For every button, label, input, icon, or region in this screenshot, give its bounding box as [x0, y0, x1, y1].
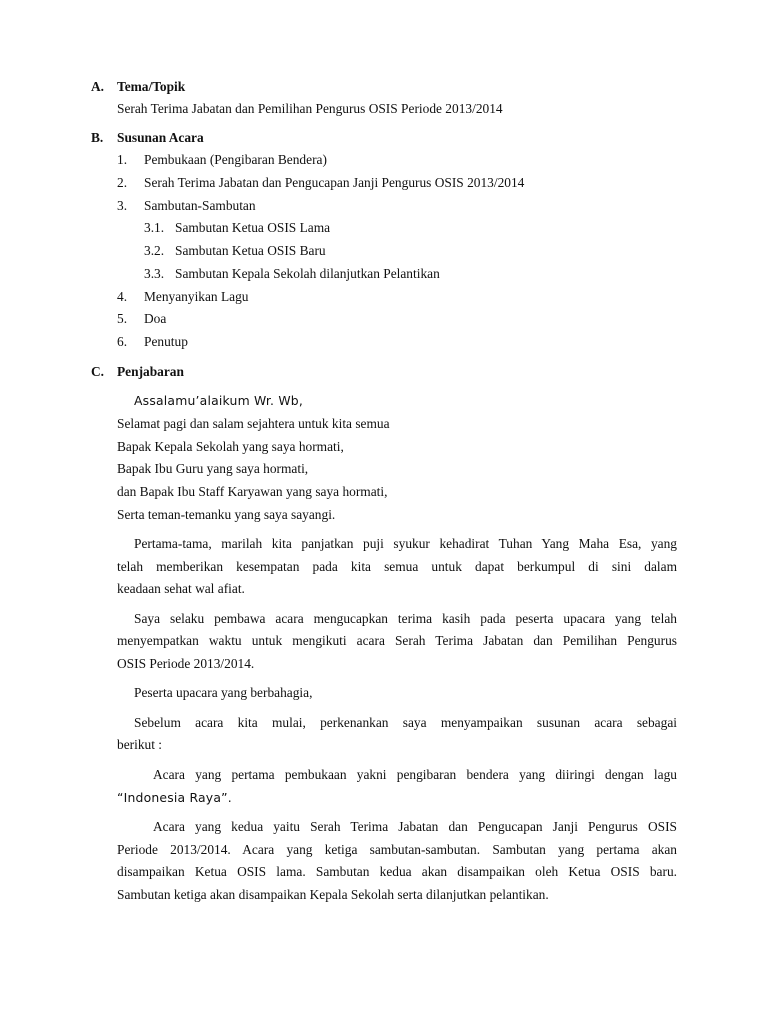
- section-c-letter: C.: [91, 364, 105, 379]
- paragraph-line: berikut :: [117, 737, 162, 752]
- agenda-item-num: 1.: [117, 152, 128, 167]
- agenda-item-num: 6.: [117, 334, 128, 349]
- agenda-subitem-num: 3.3.: [144, 266, 165, 281]
- paragraph-line: OSIS Periode 2013/2014.: [117, 656, 255, 671]
- paragraph-line: Periode 2013/2014. Acara yang ketiga sambutan-sambutan. Sambutan yang pertama akan: [117, 842, 677, 857]
- agenda-subitem-text: Sambutan Ketua OSIS Baru: [175, 243, 326, 258]
- agenda-item-text: Penutup: [144, 334, 188, 349]
- agenda-item-text: Doa: [144, 311, 167, 326]
- agenda-item-text: Serah Terima Jabatan dan Pengucapan Janji Pengurus OSIS 2013/2014: [144, 175, 525, 190]
- section-b-letter: B.: [91, 130, 104, 145]
- section-b-title: Susunan Acara: [117, 130, 204, 145]
- paragraph-line: Peserta upacara yang berbahagia,: [134, 685, 313, 700]
- agenda-item-text: Pembukaan (Pengibaran Bendera): [144, 152, 327, 167]
- section-a-title: Tema/Topik: [117, 79, 186, 94]
- salutation-line: Bapak Kepala Sekolah yang saya hormati,: [117, 439, 344, 454]
- agenda-item-text: Menyanyikan Lagu: [144, 289, 249, 304]
- section-a-letter: A.: [91, 79, 105, 94]
- paragraph-line: keadaan sehat wal afiat.: [117, 581, 245, 596]
- agenda-subitem-num: 3.1.: [144, 220, 165, 235]
- agenda-subitem-num: 3.2.: [144, 243, 165, 258]
- greeting: Assalamu’alaikum Wr. Wb,: [134, 393, 303, 408]
- agenda-item-num: 2.: [117, 175, 128, 190]
- paragraph-line: Saya selaku pembawa acara mengucapkan terima kasih pada peserta upacara yang telah: [134, 611, 677, 626]
- section-a-text: Serah Terima Jabatan dan Pemilihan Pengurus OSIS Periode 2013/2014: [117, 101, 503, 116]
- paragraph-line: telah memberikan kesempatan pada kita semua untuk dapat berkumpul di sini dalam: [117, 559, 677, 574]
- paragraph-line: Acara yang pertama pembukaan yakni pengibaran bendera yang diiringi dengan lagu: [153, 767, 677, 782]
- paragraph-line: Pertama-tama, marilah kita panjatkan puji syukur kehadirat Tuhan Yang Maha Esa, yang: [134, 536, 677, 551]
- salutation-line: Selamat pagi dan salam sejahtera untuk kita semua: [117, 416, 390, 431]
- agenda-item-num: 5.: [117, 311, 128, 326]
- agenda-item-num: 4.: [117, 289, 128, 304]
- agenda-item-num: 3.: [117, 198, 128, 213]
- paragraph-line: “Indonesia Raya”.: [117, 790, 232, 805]
- salutation-line: Serta teman-temanku yang saya sayangi.: [117, 507, 336, 522]
- paragraph-line: Acara yang kedua yaitu Serah Terima Jabatan dan Pengucapan Janji Pengurus OSIS: [153, 819, 677, 834]
- paragraph-line: Sambutan ketiga akan disampaikan Kepala Sekolah serta dilanjutkan pelantikan.: [117, 887, 549, 902]
- salutation-line: dan Bapak Ibu Staff Karyawan yang saya hormati,: [117, 484, 388, 499]
- paragraph-line: disampaikan Ketua OSIS lama. Sambutan kedua akan disampaikan oleh Ketua OSIS baru.: [117, 864, 677, 879]
- paragraph-line: menyempatkan waktu untuk mengikuti acara Serah Terima Jabatan dan Pemilihan Pengurus: [117, 633, 677, 648]
- paragraph-line: Sebelum acara kita mulai, perkenankan saya menyampaikan susunan acara sebagai: [134, 715, 677, 730]
- agenda-subitem-text: Sambutan Kepala Sekolah dilanjutkan Pelantikan: [175, 266, 440, 281]
- agenda-item-text: Sambutan-Sambutan: [144, 198, 256, 213]
- agenda-subitem-text: Sambutan Ketua OSIS Lama: [175, 220, 331, 235]
- salutation-line: Bapak Ibu Guru yang saya hormati,: [117, 461, 309, 476]
- section-c-title: Penjabaran: [117, 364, 184, 379]
